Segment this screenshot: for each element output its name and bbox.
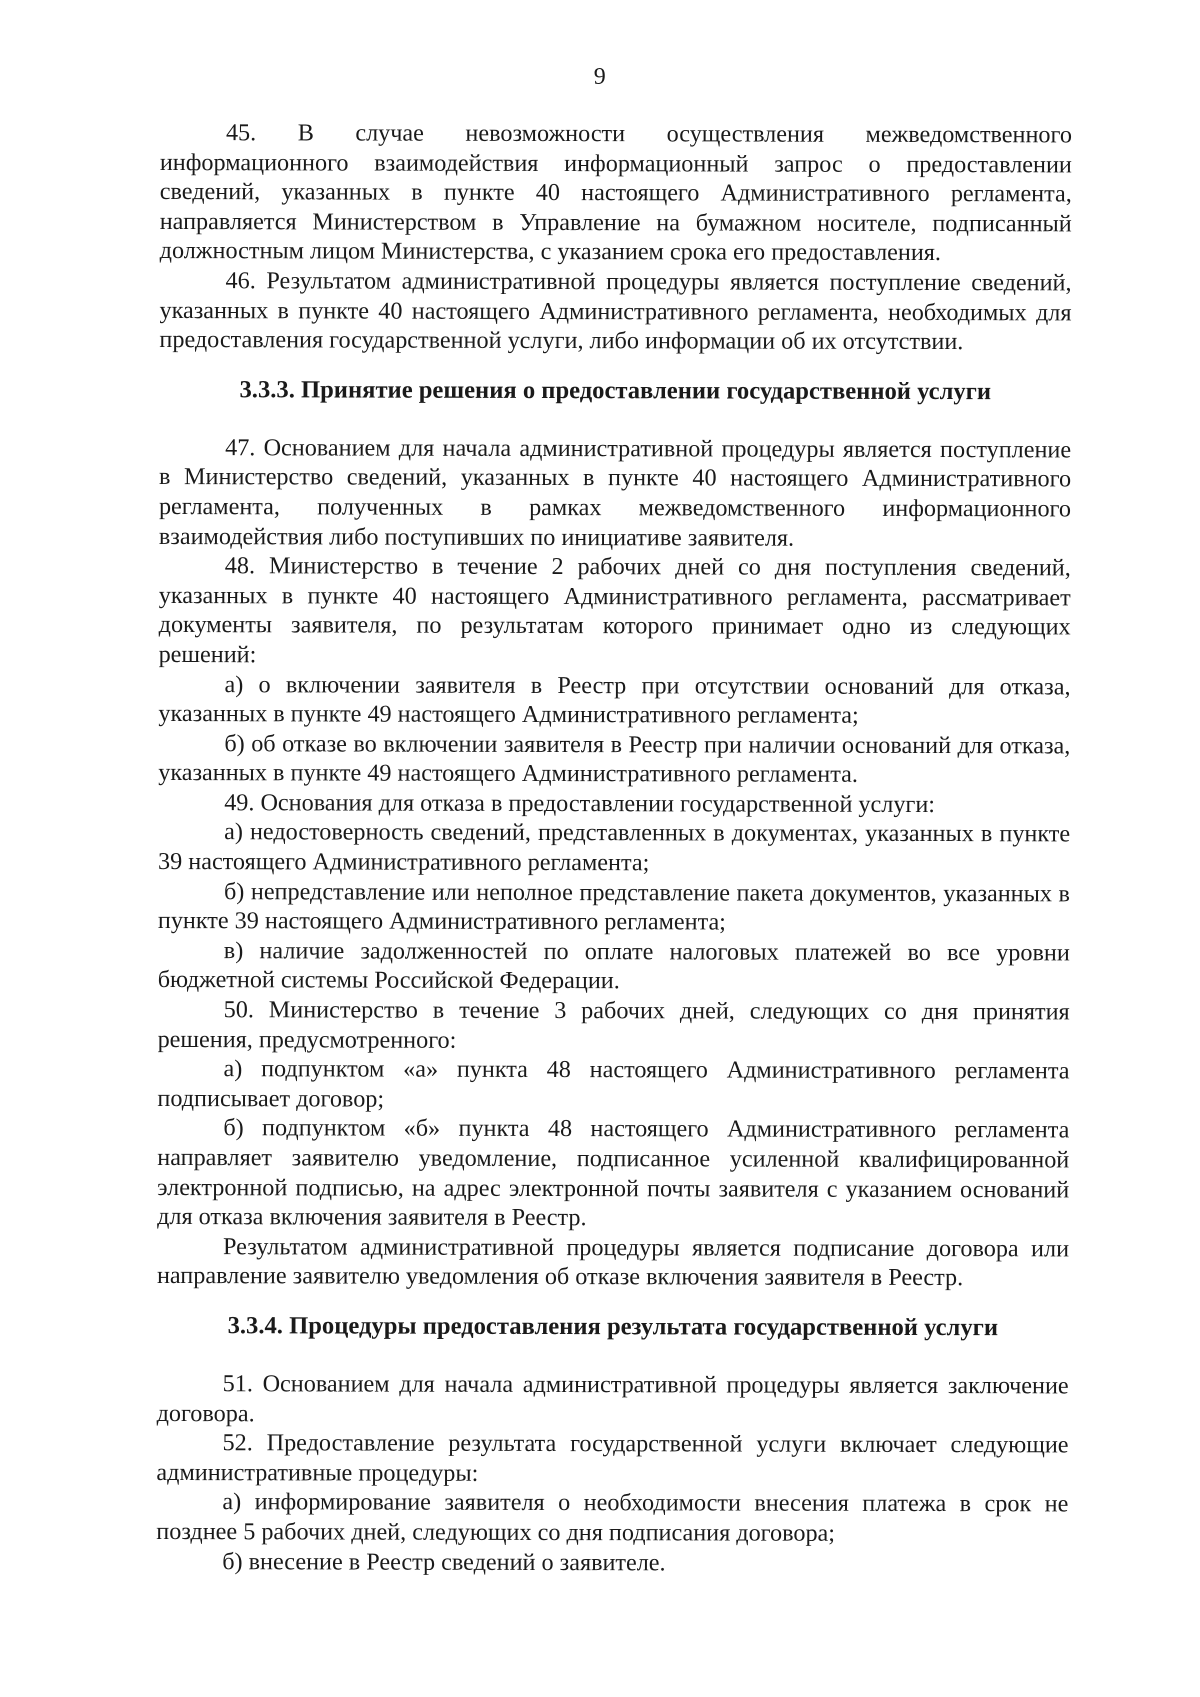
- paragraph-50-result: Результатом административной процедуры является подписание договора или направление заявителю уведомления об отказе включения заявителя в Реестр.: [156, 1232, 1070, 1292]
- document-body: [156, 118, 1072, 1579]
- paragraph-49-b: б) непредставление или неполное представление пакета документов, указанных в пункте 39 настоящего Административного регламента;: [157, 877, 1071, 936]
- paragraph-48-a: а) о включении заявителя в Реестр при отсутствии оснований для отказа, указанных в пункте 49 настоящего Административного регламента;: [158, 670, 1071, 729]
- paragraph-50-b: б) подпунктом «б» пункта 48 настоящего Административного регламента направляет заявителю уведомление, подписанное усиленной квалифицированной электронной подписью, на адрес электронной почты заявителя с указанием оснований для отказа включения заявителя в Реестр.: [157, 1114, 1070, 1232]
- paragraph-50: 50. Министерство в течение 3 рабочих дней, следующих со дня принятия решения, предусмотренного:: [157, 996, 1070, 1054]
- paragraph-52-a: а) информирование заявителя о необходимости внесения платежа в срок не позднее 5 рабочих дней, следующих со дня подписания договора;: [156, 1488, 1069, 1547]
- paragraph-48: 48. Министерство в течение 2 рабочих дней со дня поступления сведений, указанных в пункте 40 настоящего Административного регламента, рассматривает документы заявителя, по результатам которого принимает одно из следующих решений:: [158, 552, 1071, 669]
- paragraph-52: 52. Предоставление результата государственной услуги включает следующие административные процедуры:: [156, 1429, 1069, 1487]
- paragraph-46: 46. Результатом административной процедуры является поступление сведений, указанных в пункте 40 настоящего Административного регламента, необходимых для предоставления государственной услуги, либо информации об их отсутствии.: [159, 267, 1072, 356]
- paragraph-49-a: а) недостоверность сведений, представленных в документах, указанных в пункте 39 настоящего Административного регламента;: [158, 818, 1071, 877]
- paragraph-51: 51. Основанием для начала административной процедуры является заключение договора.: [156, 1370, 1069, 1427]
- paragraph-48-b: б) об отказе во включении заявителя в Реестр при наличии оснований для отказа, указанных в пункте 49 настоящего Административного регламента.: [158, 729, 1071, 789]
- paragraph-49-c: в) наличие задолженностей по оплате налоговых платежей во все уровни бюджетной системы Российской Федерации.: [157, 937, 1070, 995]
- paragraph-52-b: б) внесение в Реестр сведений о заявителе.: [222, 1547, 666, 1576]
- section-heading-3-3-3: 3.3.3. Принятие решения о предоставлении государственной услуги: [239, 375, 992, 405]
- section-heading-3-3-4: 3.3.4. Процедуры предоставления результата государственной услуги: [227, 1312, 999, 1342]
- paragraph-50-a: а) подпунктом «а» пункта 48 настоящего Административного регламента подписывает договор;: [157, 1055, 1070, 1113]
- paragraph-49: 49. Основания для отказа в предоставлении государственной услуги:: [224, 789, 936, 818]
- paragraph-45: 45. В случае невозможности осуществления межведомственного информационного взаимодействия информационный запрос о предоставлении сведений, указанных в пункте 40 настоящего Административного регламента, направляется Министерством в Управление на бумажном носителе, подписанный должностным лицом Министерства, с указанием срока его предоставления.: [159, 119, 1072, 267]
- page-number: 9: [593, 64, 607, 90]
- paragraph-47: 47. Основанием для начала административной процедуры является поступление в Министерство сведений, указанных в пункте 40 настоящего Административного регламента, полученных в рамках межведомственного информационного взаимодействия либо поступивших по инициативе заявителя.: [158, 433, 1072, 552]
